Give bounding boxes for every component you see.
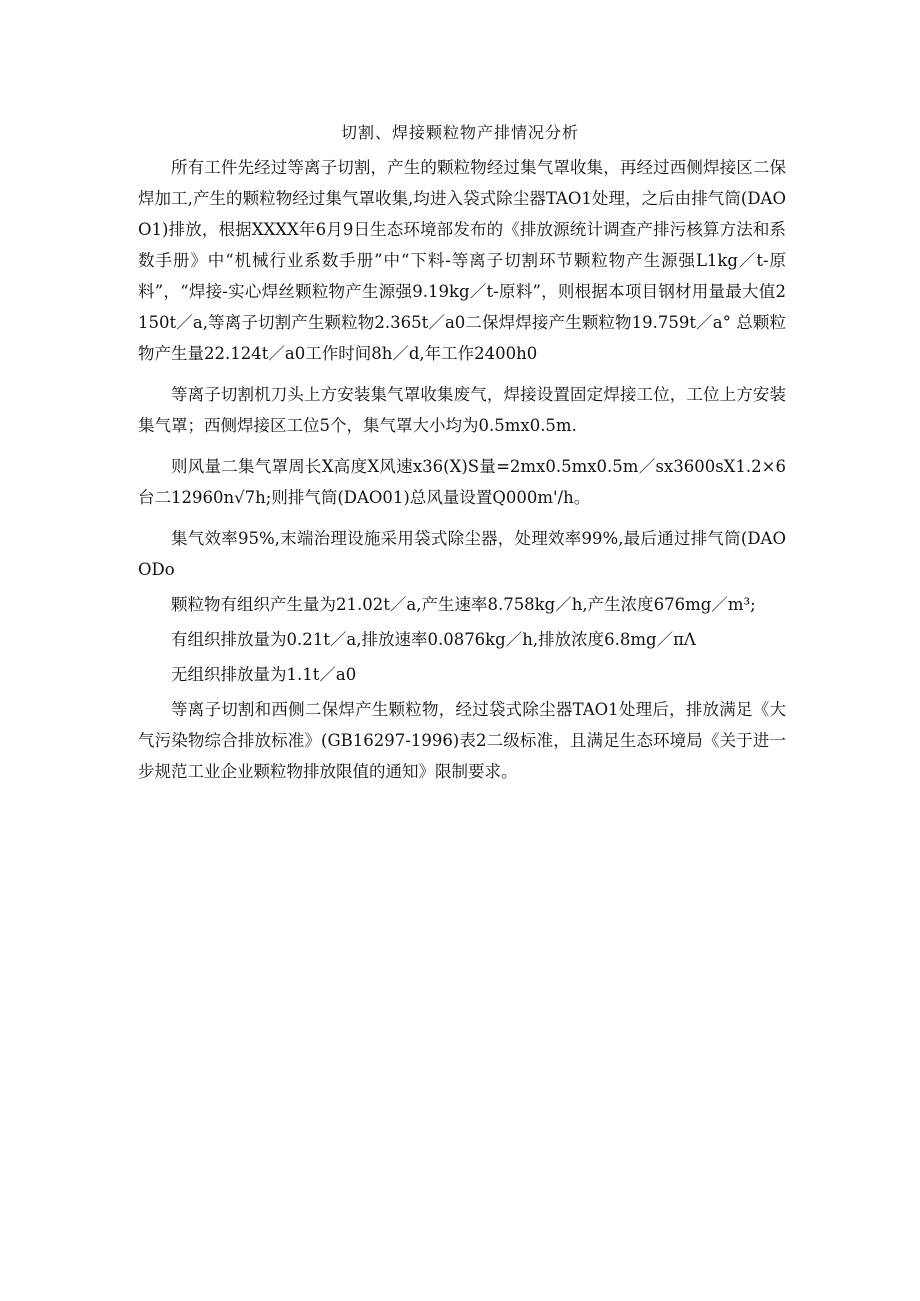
paragraph-unorganized-emission: 无组织排放量为1.1t／a0 (171, 665, 357, 684)
paragraph-organized-emission: 有组织排放量为0.21t／a,排放速率0.0876kg／h,排放浓度6.8mg／πΛ (171, 630, 696, 649)
document-body (138, 152, 786, 787)
paragraph-efficiency: 集气效率95%,末端治理设施采用袋式除尘器，处理效率99%,最后通过排气筒(DAOODo (138, 529, 786, 579)
paragraph-process-description: 所有工件先经过等离子切割，产生的颗粒物经过集气罩收集，再经过西侧焊接区二保焊加工,产生的颗粒物经过集气罩收集,均进入袋式除尘器TAO1处理，之后由排气筒(DAOO1)排放，根据XXXX年6月9日生态环境部发布的《排放源统计调查产排污核算方法和系数手册》中“机械行业系数手册”中“下料-等离子切割环节颗粒物产生源强L1kg／t-原料”，“焊接-实心焊丝颗粒物产生源强9.19kg／t-原料”，则根据本项目钢材用量最大值2150t／a,等离子切割产生颗粒物2.365t／a0二保焊焊接产生颗粒物19.759t／a° 总颗粒物产生量22.124t／a0工作时间8h／d,年工作2400h0 (138, 158, 786, 363)
paragraph-compliance: 等离子切割和西侧二保焊产生颗粒物，经过袋式除尘器TAO1处理后，排放满足《大气污染物综合排放标准》(GB16297-1996)表2二级标准，且满足生态环境局《关于进一步规范工业企业颗粒物排放限值的通知》限制要求。 (138, 700, 786, 781)
document-title: 切割、焊接颗粒物产排情况分析 (340, 123, 579, 142)
paragraph-air-volume: 则风量二集气罩周长X高度X风速x36(X)S量=2mx0.5mx0.5m／sx3600sX1.2×6台二12960n√7h;则排气筒(DAO01)总风量设置Q000m'/h。 (138, 457, 786, 507)
paragraph-collection-setup: 等离子切割机刀头上方安装集气罩收集废气，焊接设置固定焊接工位，工位上方安装集气罩；西侧焊接区工位5个，集气罩大小均为0.5mx0.5m. (138, 385, 786, 435)
paragraph-organized-generation: 颗粒物有组织产生量为21.02t／a,产生速率8.758kg／h,产生浓度676mg／m³; (171, 595, 756, 614)
